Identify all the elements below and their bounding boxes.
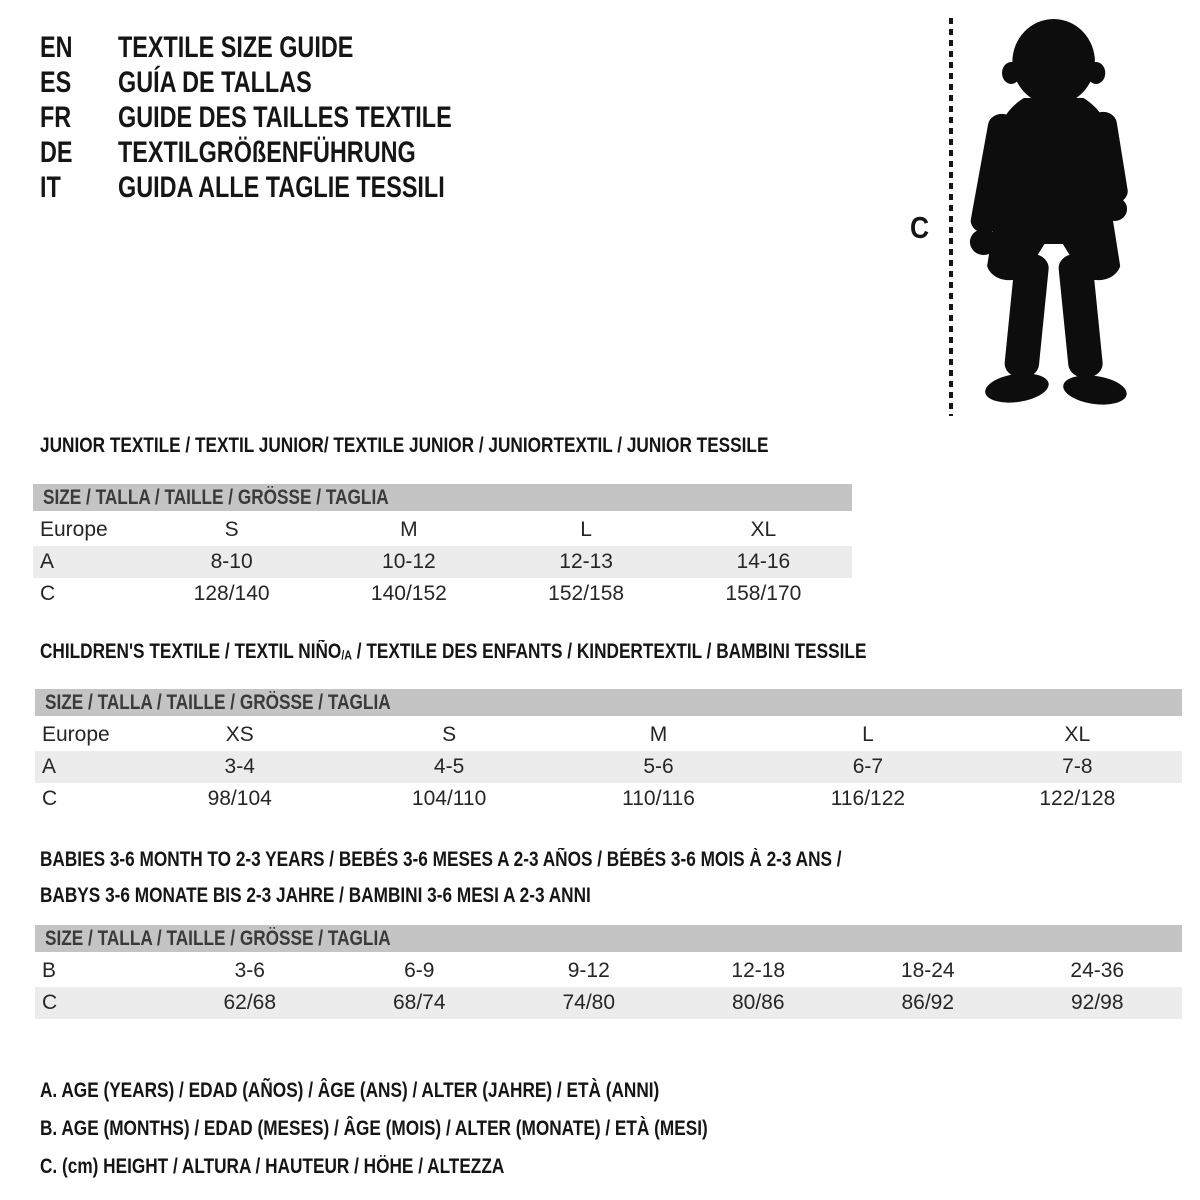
table-header: SIZE / TALLA / TAILLE / GRÖSSE / TAGLIA	[33, 484, 852, 511]
babies-size-table	[35, 925, 1182, 1019]
guide-title: TEXTILGRÖßENFÜHRUNG	[118, 136, 416, 169]
table-row-europe	[35, 719, 1182, 751]
size-cell: XL	[1064, 723, 1091, 746]
height-cell: 86/92	[901, 991, 955, 1014]
height-cell: 80/86	[731, 991, 785, 1014]
height-cell: 116/122	[830, 787, 906, 810]
row-label: Europe	[40, 518, 108, 541]
language-title-list	[40, 30, 546, 205]
height-cell: 158/170	[725, 582, 802, 605]
age-cell: 3-4	[224, 755, 255, 778]
row-label: C	[42, 787, 58, 810]
age-cell: 8-10	[210, 550, 253, 573]
row-label: B	[42, 959, 57, 982]
age-cell: 4-5	[433, 755, 465, 778]
age-cell: 6-7	[852, 755, 884, 778]
height-measure-label: C	[910, 210, 930, 245]
children-size-table	[35, 689, 1182, 815]
language-code: IT	[40, 171, 61, 204]
table-header: SIZE / TALLA / TAILLE / GRÖSSE / TAGLIA	[35, 925, 1182, 952]
language-row-es	[40, 65, 546, 100]
table-row-height-cm	[35, 783, 1182, 815]
table-row-age-years	[35, 751, 1182, 783]
age-cell: 6-9	[404, 959, 435, 982]
height-cell: 152/158	[548, 582, 625, 605]
size-cell: M	[649, 723, 668, 746]
language-code: EN	[40, 31, 73, 64]
children-section-title: CHILDREN'S TEXTILE / TEXTIL NIÑO/A / TEXTILE DES ENFANTS / KINDERTEXTIL / BAMBINI TESSILE	[40, 640, 867, 663]
age-cell: 7-8	[1062, 755, 1093, 778]
language-row-en	[40, 30, 546, 65]
size-cell: L	[580, 518, 592, 541]
size-cell: L	[862, 723, 874, 746]
height-cell: 128/140	[193, 582, 270, 605]
age-cell: 3-6	[234, 959, 265, 982]
table-row-height-cm	[35, 987, 1182, 1019]
guide-title: GUIDA ALLE TAGLIE TESSILI	[118, 171, 445, 204]
babies-section-title-line2: BABYS 3-6 MONATE BIS 2-3 JAHRE / BAMBINI 3-6 MESI A 2-3 ANNI	[40, 884, 591, 907]
height-measure-dashed-line	[949, 18, 953, 416]
height-cell: 110/116	[622, 787, 695, 810]
language-code: DE	[40, 136, 73, 169]
language-code: FR	[40, 101, 72, 134]
height-cell: 92/98	[1070, 991, 1124, 1014]
row-label: Europe	[42, 723, 110, 746]
size-cell: XS	[225, 723, 254, 746]
size-cell: XL	[750, 518, 777, 541]
language-code: ES	[40, 66, 72, 99]
size-cell: M	[400, 518, 418, 541]
table-header: SIZE / TALLA / TAILLE / GRÖSSE / TAGLIA	[35, 689, 1182, 716]
age-cell: 9-12	[567, 959, 610, 982]
row-label: A	[40, 550, 55, 573]
height-cell: 122/128	[1039, 787, 1116, 810]
age-cell: 24-36	[1070, 959, 1125, 982]
age-cell: 18-24	[900, 959, 955, 982]
table-row-height-cm	[33, 578, 852, 610]
height-cell: 140/152	[370, 582, 447, 605]
junior-size-table	[33, 484, 852, 610]
legend-notes	[40, 1072, 854, 1186]
age-cell: 12-18	[731, 959, 786, 982]
age-cell: 14-16	[736, 550, 791, 573]
guide-title: GUIDE DES TAILLES TEXTILE	[118, 101, 452, 134]
toddler-silhouette-icon	[955, 16, 1150, 416]
language-row-fr	[40, 100, 546, 135]
row-label: C	[40, 582, 56, 605]
age-cell: 12-13	[559, 550, 613, 573]
language-row-de	[40, 135, 546, 170]
note-age-years: A. AGE (YEARS) / EDAD (AÑOS) / ÂGE (ANS) / ALTER (JAHRE) / ETÀ (ANNI)	[40, 1079, 660, 1102]
age-cell: 10-12	[382, 550, 436, 573]
guide-title: TEXTILE SIZE GUIDE	[118, 31, 354, 64]
row-label: C	[42, 991, 58, 1014]
table-row-age-months	[35, 955, 1182, 987]
size-cell: S	[224, 518, 239, 541]
age-cell: 5-6	[643, 755, 674, 778]
guide-title: GUÍA DE TALLAS	[118, 66, 312, 99]
babies-section-title-line1: BABIES 3-6 MONTH TO 2-3 YEARS / BEBÉS 3-6 MESES A 2-3 AÑOS / BÉBÉS 3-6 MOIS À 2-3 ANS /	[40, 848, 842, 871]
table-row-europe	[33, 514, 852, 546]
note-height-cm: C. (cm) HEIGHT / ALTURA / HAUTEUR / HÖHE / ALTEZZA	[40, 1155, 505, 1178]
height-cell: 74/80	[562, 991, 616, 1014]
height-cell: 104/110	[411, 787, 487, 810]
junior-section-title: JUNIOR TEXTILE / TEXTIL JUNIOR/ TEXTILE JUNIOR / JUNIORTEXTIL / JUNIOR TESSILE	[40, 434, 769, 457]
size-cell: S	[442, 723, 457, 746]
height-cell: 68/74	[392, 991, 446, 1014]
language-row-it	[40, 170, 546, 205]
height-cell: 62/68	[223, 991, 277, 1014]
note-age-months: B. AGE (MONTHS) / EDAD (MESES) / ÂGE (MOIS) / ALTER (MONATE) / ETÀ (MESI)	[40, 1117, 708, 1140]
height-cell: 98/104	[207, 787, 272, 810]
table-row-age-years	[33, 546, 852, 578]
row-label: A	[42, 755, 57, 778]
